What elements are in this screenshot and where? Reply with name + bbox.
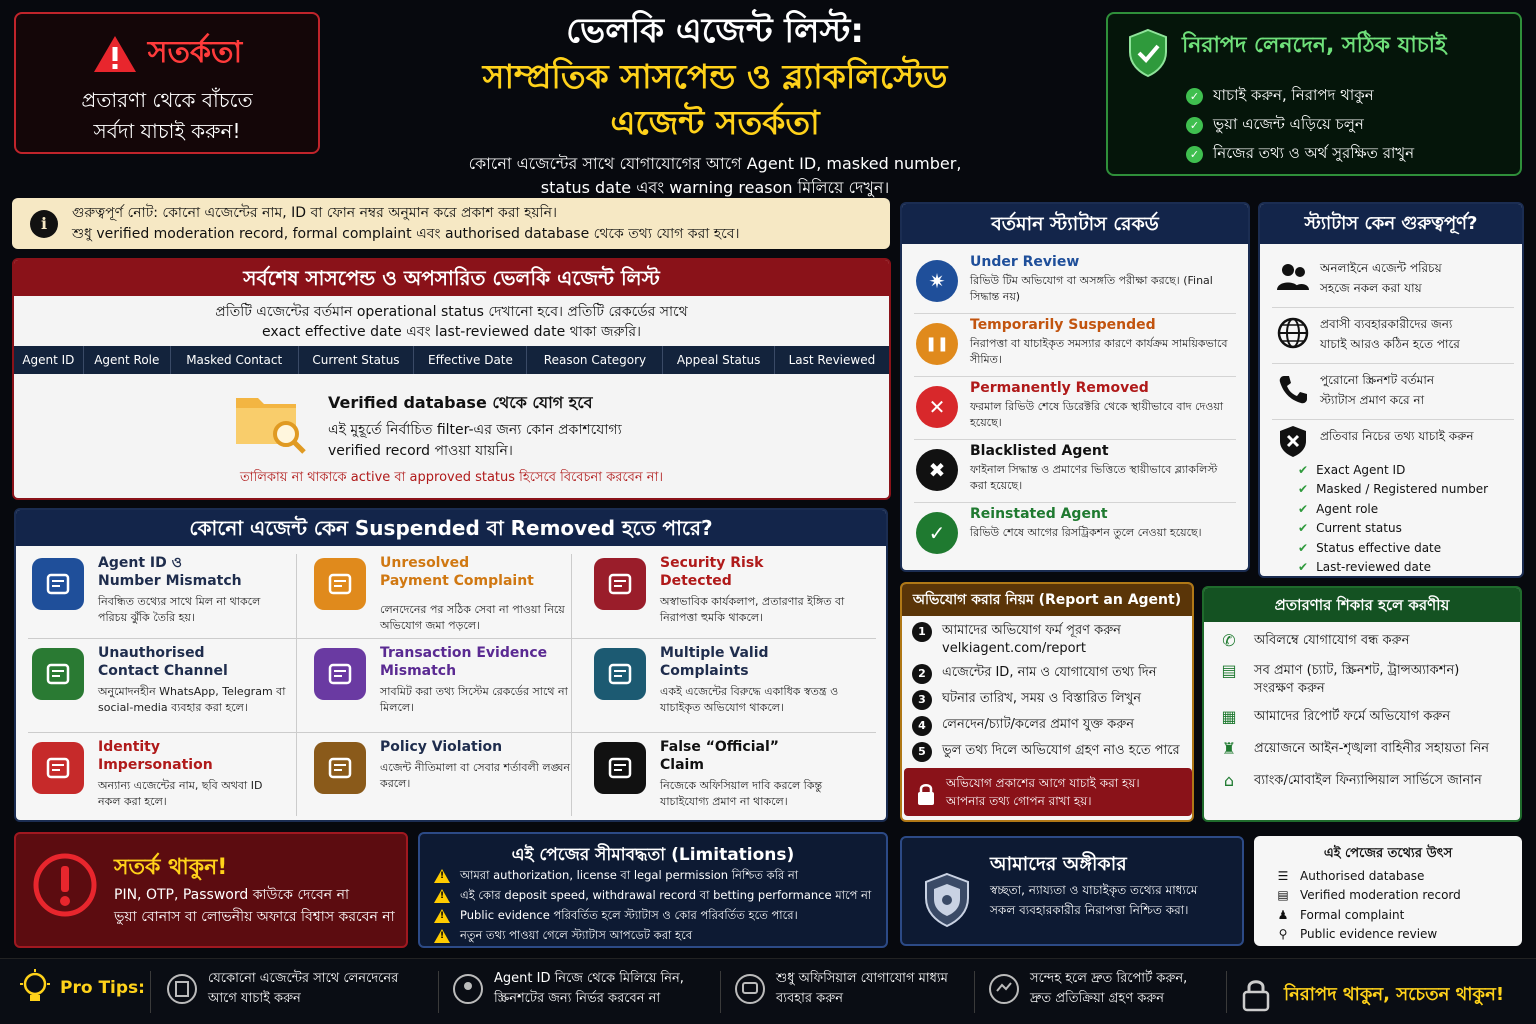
reason-icon bbox=[594, 742, 646, 794]
empty-line2: verified record পাওয়া যায়নি। bbox=[328, 443, 513, 459]
column-header[interactable]: Effective Date bbox=[414, 346, 527, 374]
reason-title: Policy Violation bbox=[380, 739, 503, 755]
pro-tips-label-row bbox=[18, 969, 145, 1007]
verify-item-label: Masked / Registered number bbox=[1316, 482, 1489, 497]
globe-icon bbox=[1276, 316, 1310, 350]
id-check-icon bbox=[452, 973, 484, 1005]
status-icon: ✓ bbox=[916, 512, 958, 554]
verify-item bbox=[1298, 460, 1488, 480]
report-step-text: এজেন্টের ID, নাম ও যোগাযোগ তথ্য দিন bbox=[942, 665, 1157, 680]
status-title: Blacklisted Agent bbox=[970, 443, 1109, 459]
fraud-victim-panel bbox=[1202, 586, 1522, 822]
status-icon: ✷ bbox=[916, 260, 958, 302]
privacy-notice bbox=[904, 768, 1192, 816]
check-icon: ✔ bbox=[1298, 482, 1309, 497]
victim-item-text: প্রয়োজনে আইন-শৃঙ্খলা বাহিনীর সহায়তা নিন bbox=[1254, 741, 1490, 756]
limitations-title: এই পেজের সীমাবদ্ধতা (Limitations) bbox=[511, 845, 795, 865]
page-subtitle-line2: status date এবং warning reason মিলিয়ে দেখুন। bbox=[540, 178, 890, 197]
report-step-text: লেনদেন/চ্যাট/কলের প্রমাণ যুক্ত করুন bbox=[942, 717, 1134, 732]
source-text: Verified moderation record bbox=[1300, 888, 1461, 903]
divider bbox=[720, 971, 721, 1013]
verify-heading-row bbox=[1272, 420, 1514, 450]
limitations-box bbox=[418, 832, 888, 948]
complaint-icon: ♟ bbox=[1277, 907, 1289, 922]
reason-title: Transaction Evidence Mismatch bbox=[380, 645, 548, 679]
status-title: Permanently Removed bbox=[970, 380, 1149, 396]
safe-box-item-label: ভুয়া এজেন্ট এড়িয়ে চলুন bbox=[1213, 115, 1364, 133]
reason-description: সাবমিট করা তথ্য সিস্টেম রেকর্ডের সাথে না মিললে। bbox=[380, 685, 568, 714]
why-item bbox=[1272, 308, 1514, 364]
verify-heading: প্রতিবার নিচের তথ্য যাচাই করুন bbox=[1320, 429, 1474, 443]
why-status-panel bbox=[1258, 202, 1524, 578]
verify-item bbox=[1298, 480, 1488, 500]
page-subtitle bbox=[330, 152, 1100, 200]
verify-item-label: Status effective date bbox=[1316, 540, 1442, 555]
tip-item bbox=[988, 969, 1187, 1009]
source-text: Public evidence review bbox=[1300, 927, 1438, 942]
why-item-text: অনলাইনে এজেন্ট পরিচয় সহজে নকল করা যায় bbox=[1320, 261, 1442, 295]
reasons-title: কোনো এজেন্ট কেন Suspended বা Removed হতে পারে? bbox=[16, 510, 886, 546]
reason-item bbox=[16, 640, 286, 730]
empty-line1: এই মুহূর্তে নির্বাচিত filter-এর জন্য কোন প্রকাশযোগ্য bbox=[328, 422, 622, 438]
verify-item bbox=[1298, 519, 1488, 539]
reason-description: এজেন্ট নীতিমালা বা সেবার শর্তাবলী লঙ্ঘন করলে। bbox=[380, 761, 570, 790]
alert-circle-icon bbox=[32, 852, 98, 918]
reason-description: অনুমোদনহীন WhatsApp, Telegram বা social-media ব্যবহার করা হলে। bbox=[98, 685, 286, 714]
step-number: 4 bbox=[912, 716, 932, 736]
safe-box-title: নিরাপদ লেনদেন, সঠিক যাচাই bbox=[1182, 33, 1447, 58]
victim-title: প্রতারণার শিকার হলে করণীয় bbox=[1204, 588, 1520, 622]
check-icon: ✓ bbox=[1186, 146, 1203, 163]
verify-clipboard-icon bbox=[166, 973, 198, 1005]
safe-box-item bbox=[1186, 111, 1414, 140]
careful-text bbox=[114, 884, 395, 928]
careful-box bbox=[14, 832, 408, 948]
verify-item bbox=[1298, 499, 1488, 519]
promise-text bbox=[990, 880, 1197, 920]
victim-item-text: সব প্রমাণ (চ্যাট, স্ক্রিনশট, ট্রান্সঅ্যাকশন) সংরক্ষণ করুন bbox=[1254, 663, 1460, 696]
shield-check-icon bbox=[1126, 28, 1170, 78]
step-number: 1 bbox=[912, 622, 932, 642]
page-title: ভেলকি এজেন্ট লিস্ট: bbox=[566, 11, 864, 51]
limitation-item bbox=[434, 886, 871, 906]
bank-icon: ⌂ bbox=[1223, 771, 1235, 790]
limitation-text: এই কোর deposit speed, withdrawal record বা betting performance মাপে না bbox=[460, 887, 872, 902]
warning-icon bbox=[92, 34, 138, 74]
safe-box-item bbox=[1186, 140, 1414, 169]
warning-icon: ! bbox=[434, 929, 450, 943]
important-note bbox=[12, 198, 890, 249]
note-line1: গুরুত্বপূর্ণ নোট: কোনো এজেন্টের নাম, ID বা ফোন নম্বর অনুমান করে প্রকাশ করা হয়নি। bbox=[72, 204, 558, 221]
check-icon: ✔ bbox=[1298, 521, 1309, 536]
victim-item-text: অবিলম্বে যোগাযোগ বন্ধ করুন bbox=[1254, 633, 1410, 648]
limitation-text: নতুন তথ্য পাওয়া গেলে স্ট্যাটাস আপডেট করা হবে bbox=[460, 927, 693, 942]
reason-title: Agent ID ও Number Mismatch bbox=[98, 555, 242, 589]
divider bbox=[150, 971, 151, 1013]
status-item bbox=[914, 441, 1236, 503]
report-steps bbox=[912, 622, 1180, 768]
reason-item bbox=[578, 734, 848, 822]
promise-title: আমাদের অঙ্গীকার bbox=[990, 853, 1127, 875]
empty-title: Verified database থেকে যোগ হবে bbox=[328, 393, 593, 412]
report-step bbox=[912, 690, 1180, 710]
careful-title: সতর্ক থাকুন! bbox=[114, 855, 228, 880]
stay-safe-slogan bbox=[1240, 977, 1504, 1013]
source-item bbox=[1276, 866, 1461, 886]
document-icon: ▤ bbox=[1221, 661, 1237, 680]
divider bbox=[974, 971, 975, 1013]
reason-description: নিবন্ধিত তথ্যের সাথে মিল না থাকলে পরিচয় ঝুঁকি তৈরি হয়। bbox=[98, 595, 261, 624]
page-title-line3: এজেন্ট সতর্কতা bbox=[610, 103, 820, 142]
safe-box-item-label: নিজের তথ্য ও অর্থ সুরক্ষিত রাখুন bbox=[1213, 144, 1415, 162]
reason-item bbox=[298, 550, 568, 640]
users-icon bbox=[1276, 260, 1310, 294]
status-description: রিভিউ টিম অভিযোগ বা অসঙ্গতি পরীক্ষা করছে। (Final সিদ্ধান্ত নয়) bbox=[970, 274, 1213, 303]
column-header[interactable]: Current Status bbox=[298, 346, 414, 374]
limitation-item bbox=[434, 866, 871, 886]
check-icon: ✓ bbox=[1186, 88, 1203, 105]
tip-item bbox=[452, 969, 684, 1009]
why-item bbox=[1272, 252, 1514, 308]
agent-list-sub-line2: exact effective date এবং last-reviewed date থাকা জরুরি। bbox=[261, 324, 642, 340]
reason-title: Security Risk Detected bbox=[660, 555, 764, 589]
lock-icon bbox=[1240, 977, 1272, 1013]
empty-state bbox=[14, 374, 889, 494]
victim-item-text: ব্যাংক/মোবাইল ফিন্যান্সিয়াল সার্ভিসে জানান bbox=[1254, 773, 1482, 788]
careful-line2: ভুয়া বোনাস বা লোভনীয় অফারে বিশ্বাস করবেন না bbox=[114, 909, 395, 925]
tip-text: যেকোনো এজেন্টের সাথে লেনদেনের আগে যাচাই করুন bbox=[208, 971, 399, 1006]
tip-item bbox=[734, 969, 948, 1009]
limitation-text: Public evidence পরিবর্তিত হলে স্ট্যাটাস ও কোর পরিবর্তিত হতে পারে। bbox=[460, 907, 798, 922]
warning-title-row bbox=[16, 28, 318, 79]
page-subtitle-line1: কোনো এজেন্টের সাথে যোগাযোগের আগে Agent ID, masked number, bbox=[468, 154, 962, 173]
report-title: অভিযোগ করার নিয়ম (Report an Agent) bbox=[902, 584, 1192, 616]
reason-item bbox=[578, 550, 848, 640]
divider bbox=[438, 971, 439, 1013]
why-status-title: স্ট্যাটাস কেন গুরুত্বপূর্ণ? bbox=[1260, 204, 1522, 244]
reasons-grid bbox=[16, 546, 886, 822]
reason-title: Identity Impersonation bbox=[98, 739, 213, 773]
source-item bbox=[1276, 886, 1461, 906]
pro-tips-bar bbox=[0, 958, 1536, 1024]
victim-item bbox=[1218, 708, 1450, 726]
careful-line1: PIN, OTP, Password কাউকে দেবেন না bbox=[114, 887, 350, 903]
sources-box bbox=[1254, 836, 1522, 946]
status-title: Reinstated Agent bbox=[970, 506, 1108, 522]
page-title-block bbox=[330, 8, 1100, 200]
limitation-item bbox=[434, 926, 871, 946]
source-item bbox=[1276, 905, 1461, 925]
reason-icon bbox=[32, 558, 84, 610]
why-item-text: প্রবাসী ব্যবহারকারীদের জন্য যাচাই আরও কঠিন হতে পারে bbox=[1320, 317, 1460, 351]
police-icon: ♜ bbox=[1221, 739, 1237, 758]
column-header[interactable]: Masked Contact bbox=[170, 346, 298, 374]
agent-list-subtitle bbox=[14, 296, 889, 346]
victim-item bbox=[1218, 662, 1459, 698]
warning-title: সতর্কতা bbox=[147, 35, 243, 70]
form-icon: ▦ bbox=[1221, 707, 1237, 726]
divider bbox=[571, 554, 572, 816]
reason-item bbox=[578, 640, 848, 730]
safe-box-item-label: যাচাই করুন, নিরাপদ থাকুন bbox=[1213, 86, 1374, 104]
reason-icon bbox=[32, 742, 84, 794]
step-number: 3 bbox=[912, 690, 932, 710]
reason-description: অস্বাভাবিক কার্যকলাপ, প্রতারণার ইঙ্গিত বা নিরাপত্তা হুমকি থাকলে। bbox=[660, 595, 845, 624]
status-description: রিভিউ শেষে আগের রিসট্রিকশন তুলে নেওয়া হয়েছে। bbox=[970, 526, 1202, 539]
tip-text: সন্দেহ হলে দ্রুত রিপোর্ট করুন, দ্রুত প্রতিক্রিয়া গ্রহণ করুন bbox=[1030, 971, 1188, 1006]
why-item bbox=[1272, 364, 1514, 420]
reason-item bbox=[298, 734, 568, 822]
status-item bbox=[914, 252, 1236, 314]
warning-line1: প্রতারণা থেকে বাঁচতে bbox=[81, 88, 253, 112]
reason-title: False “Official” Claim bbox=[660, 739, 779, 773]
limitation-text: আমরা authorization, license বা legal permission নিশ্চিত করি না bbox=[460, 867, 799, 882]
shield-icon bbox=[922, 872, 972, 928]
reason-item bbox=[16, 734, 286, 822]
promise-box bbox=[900, 836, 1244, 946]
report-agent-panel bbox=[900, 582, 1194, 822]
status-record-panel bbox=[900, 202, 1250, 572]
slogan-text: নিরাপদ থাকুন, সচেতন থাকুন! bbox=[1284, 983, 1505, 1005]
report-step bbox=[912, 742, 1180, 762]
report-icon bbox=[988, 973, 1020, 1005]
chat-icon bbox=[734, 973, 766, 1005]
column-header[interactable]: Reason Category bbox=[527, 346, 663, 374]
report-step bbox=[912, 622, 1180, 658]
status-description: ফাইনাল সিদ্ধান্ত ও প্রমাণের ভিত্তিতে স্থায়ীভাবে ব্ল্যাকলিস্ট করা হয়েছে। bbox=[970, 463, 1218, 492]
promise-line2: সকল ব্যবহারকারীর নিরাপত্তা নিশ্চিত করা। bbox=[990, 903, 1189, 917]
divider bbox=[296, 554, 297, 816]
agent-list-title: সর্বশেষ সাসপেন্ড ও অপসারিত ভেলকি এজেন্ট লিস্ট bbox=[14, 260, 889, 296]
step-number: 5 bbox=[912, 742, 932, 762]
shield-x-icon bbox=[1276, 424, 1310, 458]
sources-list bbox=[1276, 866, 1461, 944]
warning-icon: ! bbox=[434, 909, 450, 923]
reason-item bbox=[16, 550, 286, 640]
warning-icon: ! bbox=[434, 869, 450, 883]
tip-text: Agent ID নিজে থেকে মিলিয়ে নিন, স্ক্রিনশটের জন্য নির্ভর করবেন না bbox=[494, 971, 684, 1006]
reason-title: Unauthorised Contact Channel bbox=[98, 645, 228, 679]
check-icon: ✔ bbox=[1298, 560, 1309, 575]
report-step-text: আমাদের অভিযোগ ফর্ম পূরণ করুন velkiagent.com/report bbox=[942, 623, 1121, 656]
reason-title: Unresolved Payment Complaint bbox=[380, 555, 534, 589]
report-step-text: ঘটনার তারিখ, সময় ও বিস্তারিত লিখুন bbox=[942, 691, 1141, 706]
source-text: Formal complaint bbox=[1300, 907, 1405, 922]
victim-item-text: আমাদের রিপোর্ট ফর্মে অভিযোগ করুন bbox=[1254, 709, 1451, 724]
note-text bbox=[72, 203, 740, 245]
report-step-text: ভুল তথ্য দিলে অভিযোগ গ্রহণ নাও হতে পারে bbox=[942, 743, 1180, 758]
lock-icon bbox=[916, 782, 936, 806]
verify-item-label: Exact Agent ID bbox=[1316, 462, 1406, 477]
reason-icon bbox=[594, 648, 646, 700]
status-item bbox=[914, 315, 1236, 377]
empty-description bbox=[328, 420, 622, 462]
tip-item bbox=[166, 969, 398, 1009]
column-header[interactable]: Agent Role bbox=[83, 346, 170, 374]
folder-search-icon bbox=[232, 388, 308, 454]
reason-description: লেনদেনের পর সঠিক সেবা না পাওয়া নিয়ে অভিযোগ জমা পড়লে। bbox=[380, 603, 565, 632]
status-record-title: বর্তমান স্ট্যাটাস রেকর্ড bbox=[902, 204, 1248, 244]
why-item-text: পুরোনো স্ক্রিনশট বর্তমান স্ট্যাটাস প্রমাণ করে না bbox=[1320, 373, 1434, 407]
reason-icon bbox=[314, 742, 366, 794]
limitations-list bbox=[434, 866, 871, 946]
status-title: Under Review bbox=[970, 254, 1080, 270]
verify-item-label: Last-reviewed date bbox=[1316, 560, 1431, 575]
victim-item bbox=[1218, 772, 1482, 790]
step-number: 2 bbox=[912, 664, 932, 684]
report-step bbox=[912, 664, 1180, 684]
status-title: Temporarily Suspended bbox=[970, 317, 1156, 333]
phone-icon: ✆ bbox=[1222, 631, 1236, 650]
reason-icon bbox=[594, 558, 646, 610]
status-icon: ❚❚ bbox=[916, 323, 958, 365]
sources-title: এই পেজের তথ্যের উৎস bbox=[1323, 846, 1453, 861]
agent-list-panel bbox=[12, 258, 891, 500]
reason-description: অন্যান্য এজেন্টের নাম, ছবি অথবা ID নকল করা হলে। bbox=[98, 779, 263, 808]
warning-box bbox=[14, 12, 320, 154]
reason-title: Multiple Valid Complaints bbox=[660, 645, 769, 679]
status-icon: ✖ bbox=[916, 449, 958, 491]
review-icon: ⚲ bbox=[1278, 927, 1288, 942]
reasons-panel bbox=[14, 508, 888, 822]
verify-item-label: Current status bbox=[1316, 521, 1402, 536]
note-line2: শুধু verified moderation record, formal complaint এবং authorised database থেকে তথ্য যোগ করা হবে। bbox=[72, 225, 740, 242]
promise-line1: স্বচ্ছতা, ন্যায্যতা ও যাচাইকৃত তথ্যের মাধ্যমে bbox=[990, 883, 1198, 897]
reason-icon bbox=[314, 558, 366, 610]
empty-warning: তালিকায় না থাকাকে active বা approved status হিসেবে বিবেচনা করবেন না। bbox=[240, 470, 663, 485]
info-icon: i bbox=[30, 210, 58, 238]
pro-tips-label: Pro Tips: bbox=[60, 978, 145, 998]
reason-description: নিজেকে অফিসিয়াল দাবি করলে কিন্তু যাচাইযোগ্য প্রমাণ না থাকলে। bbox=[660, 779, 823, 808]
safe-box-list bbox=[1186, 82, 1414, 169]
verify-checklist bbox=[1298, 460, 1488, 577]
status-item bbox=[914, 378, 1236, 440]
status-icon: ✕ bbox=[916, 386, 958, 428]
check-icon: ✔ bbox=[1298, 462, 1309, 477]
warning-icon: ! bbox=[434, 889, 450, 903]
status-item bbox=[914, 504, 1236, 566]
verify-item bbox=[1298, 538, 1488, 558]
source-text: Authorised database bbox=[1300, 868, 1425, 883]
status-description: নিরাপত্তা বা যাচাইকৃত সমস্যার কারণে কার্যক্রম সাময়িকভাবে সীমিত। bbox=[970, 337, 1228, 366]
record-icon: ▤ bbox=[1277, 888, 1289, 903]
check-icon: ✓ bbox=[1186, 117, 1203, 134]
reason-item bbox=[298, 640, 568, 730]
agent-list-sub-line1: প্রতিটি এজেন্টের বর্তমান operational status দেখানো হবে। প্রতিটি রেকর্ডের সাথে bbox=[215, 304, 688, 320]
column-header[interactable]: Appeal Status bbox=[663, 346, 774, 374]
verify-item-label: Agent role bbox=[1316, 501, 1379, 516]
page-title-line2: সাম্প্রতিক সাসপেন্ড ও ব্ল্যাকলিস্টেড bbox=[482, 57, 948, 96]
phone-icon bbox=[1276, 372, 1310, 406]
reason-icon bbox=[314, 648, 366, 700]
limitation-item bbox=[434, 906, 871, 926]
lightbulb-icon bbox=[18, 969, 52, 1007]
reason-description: একই এজেন্টের বিরুদ্ধে একাধিক স্বতন্ত্র ও যাচাইকৃত অভিযোগ থাকলে। bbox=[660, 685, 839, 714]
safe-box-item bbox=[1186, 82, 1414, 111]
report-step bbox=[912, 716, 1180, 736]
privacy-text: অভিযোগ প্রকাশের আগে যাচাই করা হয়। আপনার তথ্য গোপন রাখা হয়। bbox=[946, 776, 1140, 808]
status-description: ফরমাল রিভিউ শেষে ডিরেক্টরি থেকে স্থায়ীভাবে বাদ দেওয়া হয়েছে। bbox=[970, 400, 1224, 429]
verify-item bbox=[1298, 558, 1488, 578]
database-icon: ☰ bbox=[1277, 868, 1289, 883]
victim-item bbox=[1218, 632, 1409, 650]
reason-icon bbox=[32, 648, 84, 700]
column-header[interactable]: Last Reviewed bbox=[788, 353, 876, 367]
table-header-row bbox=[14, 346, 889, 374]
tip-text: শুধু অফিসিয়াল যোগাযোগ মাধ্যম ব্যবহার করুন bbox=[776, 971, 948, 1006]
victim-item bbox=[1218, 740, 1489, 758]
check-icon: ✔ bbox=[1298, 540, 1309, 555]
warning-line2: সর্বদা যাচাই করুন! bbox=[93, 119, 241, 143]
agent-table bbox=[14, 346, 889, 374]
column-header[interactable]: Agent ID bbox=[14, 346, 83, 374]
divider bbox=[28, 638, 876, 639]
divider bbox=[1226, 971, 1227, 1013]
source-item bbox=[1276, 925, 1461, 945]
check-icon: ✔ bbox=[1298, 501, 1309, 516]
safe-transaction-box bbox=[1106, 12, 1522, 176]
divider bbox=[28, 732, 876, 733]
